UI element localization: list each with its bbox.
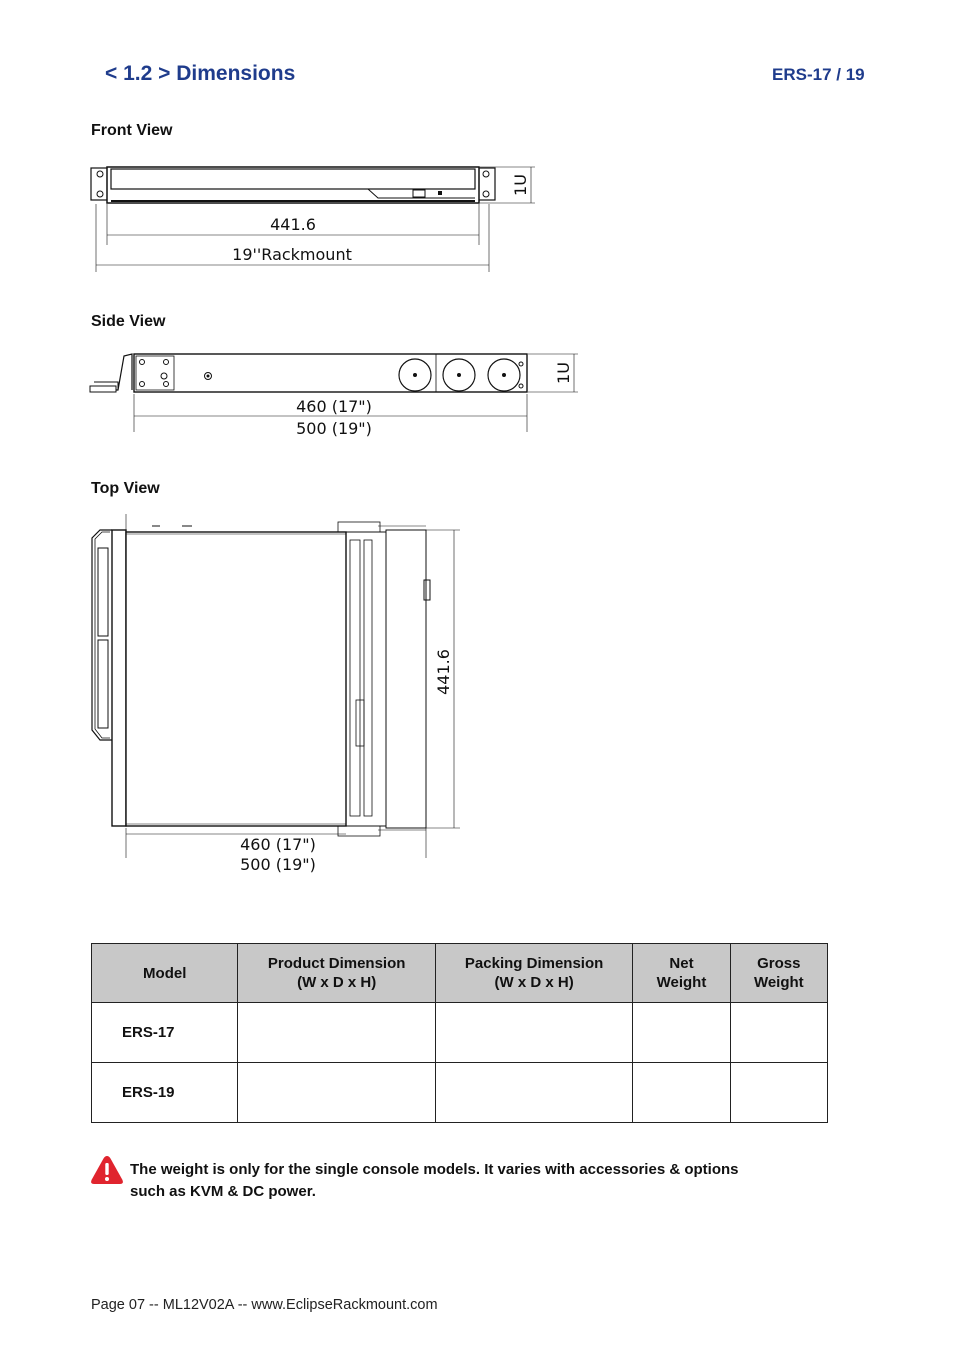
cell-product-dimension — [238, 1003, 435, 1063]
front-height-dim: 1U — [511, 174, 530, 196]
top-view-drawing — [88, 512, 468, 878]
cell-packing-dimension — [435, 1003, 632, 1063]
cell-gross-weight — [730, 1003, 827, 1063]
warning-text: The weight is only for the single console models. It varies with accessories & options such as KVM & DC power. — [130, 1161, 739, 1200]
warning-icon — [90, 1155, 124, 1185]
top-depth-inner-dim: 460 (17") — [240, 835, 316, 854]
cell-model: ERS-17 — [92, 1003, 238, 1063]
header-model: Model — [92, 944, 238, 1003]
table-row — [92, 1003, 828, 1063]
cell-packing-dimension — [435, 1063, 632, 1123]
cell-net-weight — [633, 1063, 730, 1123]
dimension-table — [91, 943, 828, 1123]
top-view-label: Top View — [91, 480, 160, 497]
header-net-weight: Net Weight — [633, 944, 730, 1003]
header-gross-weight: Gross Weight — [730, 944, 827, 1003]
side-height-dim: 1U — [554, 362, 573, 384]
front-rack-dim: 19''Rackmount — [232, 245, 352, 264]
side-depth-inner-dim: 460 (17") — [296, 397, 372, 416]
model-code: ERS-17 / 19 — [772, 65, 865, 84]
header-product-dimension: Product Dimension (W x D x H) — [238, 944, 435, 1003]
side-view-label: Side View — [91, 313, 166, 330]
cell-gross-weight — [730, 1063, 827, 1123]
section-title: < 1.2 > Dimensions — [105, 62, 296, 85]
top-width-dim: 441.6 — [434, 649, 453, 695]
cell-net-weight — [633, 1003, 730, 1063]
side-view-drawing — [88, 348, 588, 438]
page-footer: Page 07 -- ML12V02A -- www.EclipseRackmount.com — [91, 1297, 438, 1313]
table-header-row — [92, 944, 828, 1003]
header-packing-dimension: Packing Dimension (W x D x H) — [435, 944, 632, 1003]
side-depth-outer-dim: 500 (19") — [296, 419, 372, 438]
front-width-dim: 441.6 — [270, 215, 316, 234]
front-view-label: Front View — [91, 122, 173, 139]
cell-product-dimension — [238, 1063, 435, 1123]
top-depth-outer-dim: 500 (19") — [240, 855, 316, 874]
cell-model: ERS-19 — [92, 1063, 238, 1123]
table-row — [92, 1063, 828, 1123]
front-view-drawing — [88, 160, 548, 280]
